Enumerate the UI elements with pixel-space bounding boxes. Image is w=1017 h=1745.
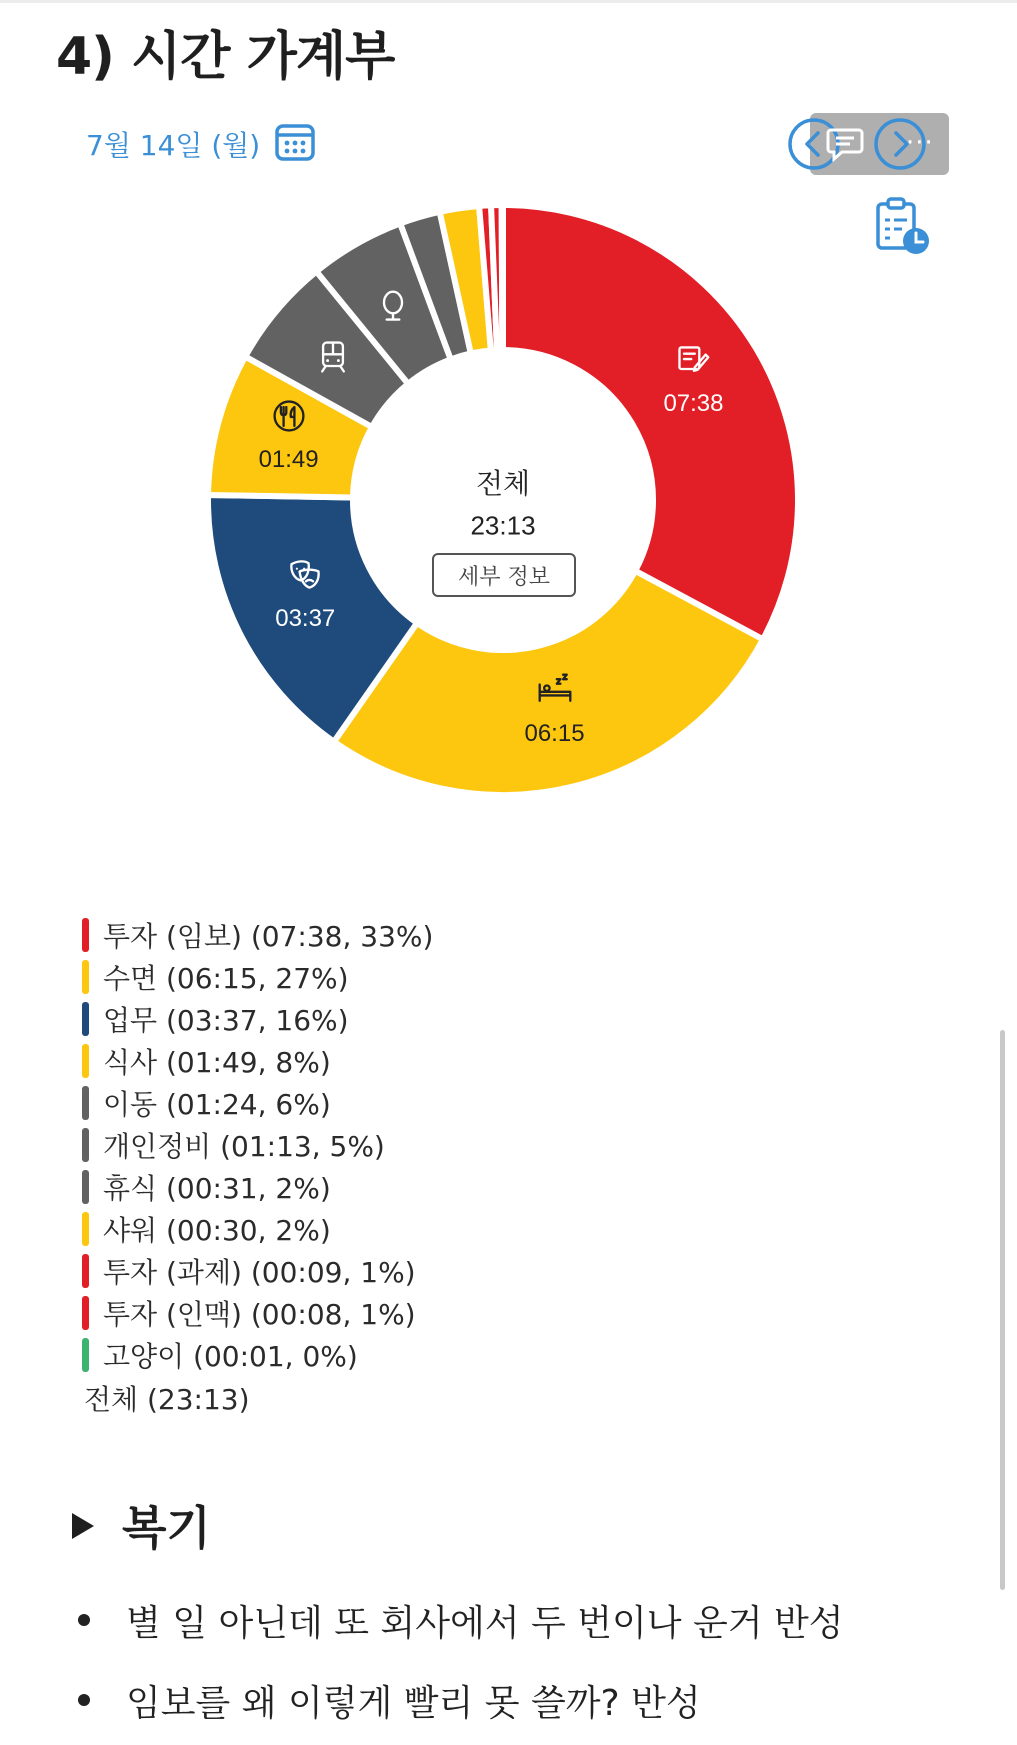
bullet-dot — [78, 1694, 90, 1706]
chart-center-total: 23:13 — [470, 510, 536, 541]
legend-swatch — [82, 1254, 89, 1288]
notebook-pen-icon — [675, 342, 711, 378]
legend-label: 고양이 (00:01, 0%) — [103, 1340, 358, 1373]
legend-label: 개인정비 (01:13, 5%) — [103, 1130, 385, 1163]
legend-item — [82, 1208, 433, 1250]
legend-item — [82, 956, 433, 998]
legend-item — [82, 1250, 433, 1292]
legend-swatch — [82, 1170, 89, 1204]
chart-center-title: 전체 — [475, 467, 531, 500]
more-icon[interactable]: ··· — [906, 128, 934, 158]
review-section-title: 복기 — [122, 1501, 211, 1555]
slice-label-업무: 03:37 — [275, 604, 336, 632]
page-title: 4) 시간 가계부 — [56, 27, 395, 87]
legend-label: 휴식 (00:31, 2%) — [103, 1172, 331, 1205]
legend-item — [82, 914, 433, 956]
slice-label-식사: 01:49 — [258, 446, 319, 474]
legend-swatch — [82, 1002, 89, 1036]
fork-knife-icon — [271, 398, 307, 434]
date-label[interactable]: 7월 14일 (월) — [86, 129, 261, 162]
legend-label: 업무 (03:37, 16%) — [103, 1004, 349, 1037]
legend-swatch — [82, 1128, 89, 1162]
donut-slice-고양이[interactable] — [502, 205, 503, 350]
legend-item — [82, 1334, 433, 1376]
toggle-arrow-icon[interactable] — [72, 1513, 94, 1539]
legend-swatch — [82, 1212, 89, 1246]
legend-swatch — [82, 1044, 89, 1078]
legend-item — [82, 1040, 433, 1082]
legend-item — [82, 1124, 433, 1166]
legend-swatch — [82, 1086, 89, 1120]
donut-chart — [0, 0, 1017, 830]
legend-label: 투자 (과제) (00:09, 1%) — [103, 1256, 416, 1289]
legend-label: 샤워 (00:30, 2%) — [103, 1214, 331, 1247]
legend-swatch — [82, 1296, 89, 1330]
scrollbar[interactable] — [1000, 1030, 1005, 1590]
theater-masks-icon — [287, 557, 323, 593]
legend-label: 이동 (01:24, 6%) — [103, 1088, 331, 1121]
bullet-dot — [78, 1614, 90, 1626]
bed-icon — [537, 672, 573, 708]
legend-label: 투자 (인맥) (00:08, 1%) — [103, 1298, 416, 1331]
legend-label: 식사 (01:49, 8%) — [103, 1046, 331, 1079]
review-bullet — [78, 1580, 844, 1660]
legend-label: 수면 (06:15, 27%) — [103, 962, 349, 995]
legend-swatch — [82, 918, 89, 952]
legend-swatch — [82, 1338, 89, 1372]
detail-info-button[interactable]: 세부 정보 — [432, 553, 576, 597]
review-bullet-text: 별 일 아닌데 또 회사에서 두 번이나 운거 반성 — [126, 1602, 844, 1644]
review-bullet-list — [78, 1580, 844, 1740]
legend-item — [82, 998, 433, 1040]
slice-label-수면: 06:15 — [524, 719, 585, 747]
train-icon — [315, 339, 351, 375]
legend-total: 전체 (23:13) — [84, 1383, 250, 1416]
legend-label: 투자 (임보) (07:38, 33%) — [103, 920, 434, 953]
legend-item — [82, 1166, 433, 1208]
review-bullet-text: 임보를 왜 이렇게 빨리 못 쓸까? 반성 — [126, 1682, 701, 1724]
chart-legend — [82, 914, 433, 1376]
slice-label-투자-임보: 07:38 — [663, 389, 724, 417]
mirror-icon — [375, 289, 411, 325]
review-bullet — [78, 1660, 844, 1740]
legend-item — [82, 1082, 433, 1124]
legend-swatch — [82, 960, 89, 994]
legend-item — [82, 1292, 433, 1334]
